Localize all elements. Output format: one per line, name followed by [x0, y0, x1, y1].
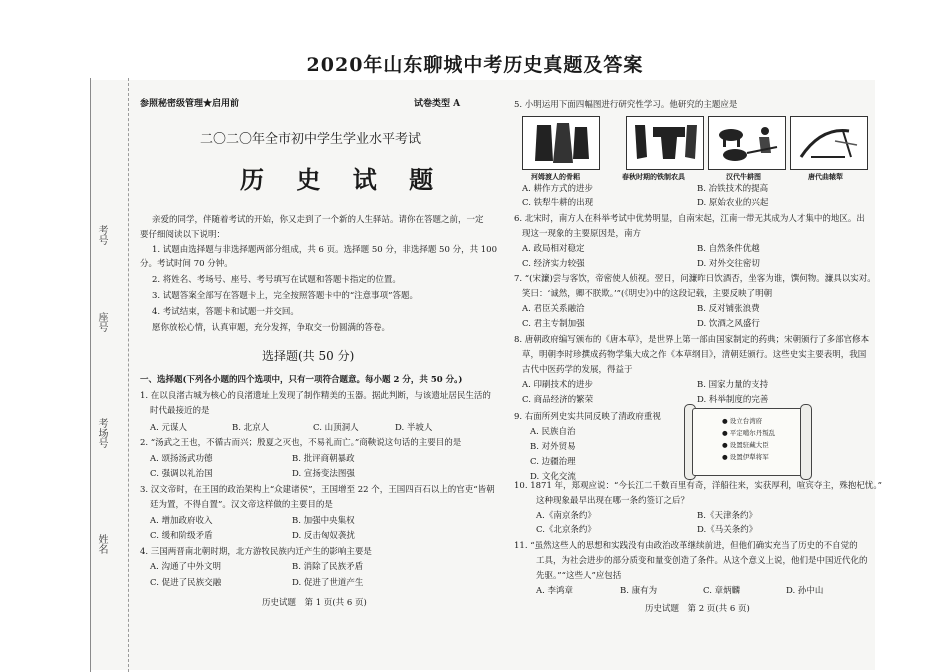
question-text: 时代最接近的是 — [150, 406, 210, 416]
option: D. 孙中山 — [786, 586, 824, 596]
scroll-item-text: 设立台湾府 — [729, 417, 763, 425]
ox-ploughing-image — [708, 116, 786, 170]
question-text: 5. 小明运用下面四幅图进行研究性学习。他研究的主题应是 — [514, 100, 738, 110]
rule-line: 1. 试题由选择题与非选择题两部分组成，共 6 页。选择题 50 分，非选择题 50 分，共 100 — [152, 245, 497, 255]
option: A. 增加政府收入 — [150, 516, 213, 526]
question-text: 1. 在以良渚古城为核心的良渚遗址上发现了制作精美的玉器。据此判断，与该遗址居民生活的 — [140, 391, 491, 401]
question-text: 笑曰：‘诚然，卿不朕欺。’”(《明史》)中的这段记载，主要反映了明朝 — [522, 289, 773, 299]
option: C. 缓和阶级矛盾 — [150, 531, 213, 541]
image-caption: 唐代曲辕犁 — [808, 172, 843, 181]
scroll-item: ● 设立台湾府 — [722, 417, 763, 425]
section-title: 选择题(共 50 分) — [262, 349, 355, 363]
iron-tools-image — [626, 116, 704, 170]
subject-title: 历 史 试 题 — [240, 165, 446, 194]
question-text: 10. 1871 年，郑观应说：“今长江二千数百里有奇，洋船往来，实获厚利，喧宾夺主，殊抱杞忧。” — [514, 481, 882, 491]
option: B. 反对铺张浪费 — [697, 304, 760, 314]
option: A. 元谋人 — [150, 423, 188, 433]
side-label-room-number: 考场号 — [96, 418, 107, 448]
question-text: 11. “虽然这些人的思想和实践没有由政治改革继续前进，但他们确实充当了历史的不自觉的 — [514, 541, 858, 551]
option: D. 文化交流 — [530, 472, 576, 482]
side-label-seat-number: 座号 — [96, 312, 107, 332]
option: D. 对外交往密切 — [697, 259, 760, 269]
option: C. 强调以礼治国 — [150, 469, 213, 479]
rule-line: 3. 试题答案全部写在答题卡上，完全按照答题卡中的“注意事项”答题。 — [152, 291, 419, 301]
scroll-item-text: 设置驻藏大臣 — [729, 441, 769, 449]
question-text: 7. “(宋濂)尝与客饮，帝密使人侦视。翌日，问濂昨日饮酒否，坐客为谁，馔何物。濂具以实对。 — [514, 274, 876, 284]
option: D. 促进了世道产生 — [292, 578, 364, 588]
side-label-exam-number: 考号 — [96, 225, 107, 245]
option: A. 颂扬汤武功德 — [150, 454, 213, 464]
scroll-item: ● 设置伊犁将军 — [722, 453, 769, 461]
option: A.《南京条约》 — [536, 511, 596, 521]
document-title: 2020年山东聊城中考历史真题及答案 — [306, 54, 644, 76]
image-caption: 河姆渡人的骨耜 — [531, 172, 580, 181]
classification-label: 参照秘密级管理★启用前 — [140, 99, 240, 109]
scroll-roll-right — [800, 404, 812, 480]
rule-line: 分。考试时间 70 分钟。 — [140, 259, 233, 269]
curved-plough-image — [790, 116, 868, 170]
option: C. 商品经济的繁荣 — [522, 395, 594, 405]
option: C. 君主专制加强 — [522, 319, 585, 329]
option: B.《天津条约》 — [697, 511, 757, 521]
option: D. 饮酒之风盛行 — [697, 319, 760, 329]
scroll-item: ● 设置驻藏大臣 — [722, 441, 769, 449]
seal-line — [128, 78, 129, 672]
option: D. 宣扬变法图强 — [292, 469, 355, 479]
scroll-item-text: 设置伊犁将军 — [729, 453, 769, 461]
option: D. 半坡人 — [395, 423, 433, 433]
option: B. 冶铁技术的提高 — [697, 184, 769, 194]
intro-line: 要仔细阅读以下说明： — [140, 230, 226, 240]
option: C. 经济实力较强 — [522, 259, 585, 269]
question-text: 工具，为社会进步的部分质变和量变创造了条件。从这个意义上说，他们是中国近代化的 — [536, 556, 868, 566]
question-text: 6. 北宋时，南方人在科举考试中优势明显，自南宋起，江南一带无其成为人才集中的地区。出 — [514, 214, 865, 224]
option: C. 边疆治理 — [530, 457, 576, 467]
rule-line: 4. 考试结束，答题卡和试题一并交回。 — [152, 307, 299, 317]
option: B. 自然条件优越 — [697, 244, 760, 254]
exam-name: 二〇二〇年全市初中学生学业水平考试 — [200, 132, 422, 147]
option: B. 消除了民族矛盾 — [292, 562, 364, 572]
option: C. 铁犁牛耕的出现 — [522, 198, 594, 208]
question-text: 先驱。”“这些人”应包括 — [536, 571, 622, 581]
option: A. 政局相对稳定 — [522, 244, 585, 254]
option: A. 君臣关系融洽 — [522, 304, 585, 314]
question-text: 古代中医药学的发展，得益于 — [522, 365, 633, 375]
option: A. 印刷技术的进步 — [522, 380, 594, 390]
scroll-item: ● 平定噶尔丹叛乱 — [722, 429, 776, 437]
question-text: 草，明朝李时珍撰成药物学集大成之作《本草纲目》，清朝廷颁行。这些史实主要表明，我国 — [522, 350, 867, 360]
option: C.《北京条约》 — [536, 525, 596, 535]
option: C. 章炳麟 — [703, 586, 741, 596]
option: B. 对外贸易 — [530, 442, 576, 452]
scroll-item-text: 平定噶尔丹叛乱 — [729, 429, 776, 437]
question-text: 9. 右面所列史实共同反映了清政府重视 — [514, 412, 661, 422]
option: D. 原始农业的兴起 — [697, 198, 769, 208]
option: D.《马关条约》 — [697, 525, 758, 535]
question-text: 4. 三国两晋南北朝时期，北方游牧民族内迁产生的影响主要是 — [140, 547, 372, 557]
bone-spade-image — [522, 116, 600, 170]
part-header: 一、选择题(下列各小题的四个选项中，只有一项符合题意。每小题 2 分，共 50 分。) — [140, 375, 463, 385]
image-caption: 春秋时期的铁制农具 — [622, 172, 685, 181]
question-text: 这种现象最早出现在哪一条约签订之后？ — [536, 496, 690, 506]
option: B. 国家力量的支持 — [697, 380, 769, 390]
option: A. 沟通了中外文明 — [150, 562, 222, 572]
option: A. 耕作方式的进步 — [522, 184, 594, 194]
option: B. 批评商朝暴政 — [292, 454, 355, 464]
question-text: 2. “汤武之王也，不循古而兴；殷夏之灭也，不易礼而亡。”商鞅说这句话的主要目的是 — [140, 438, 462, 448]
option: D. 科举制度的完善 — [697, 395, 769, 405]
page-footer: 历史试题 第 1 页(共 6 页) — [262, 598, 367, 608]
option: D. 反击匈奴袭扰 — [292, 531, 355, 541]
option: A. 民族自治 — [530, 427, 576, 437]
option: C. 促进了民族交融 — [150, 578, 222, 588]
side-label-name: 姓名 — [96, 534, 107, 554]
rule-line: 愿你放松心情，认真审题，充分发挥，争取交一份圆满的答卷。 — [152, 323, 391, 333]
paper-type-label: 试卷类型 A — [414, 99, 461, 109]
option: B. 加强中央集权 — [292, 516, 355, 526]
binding-line — [90, 78, 91, 672]
option: B. 北京人 — [232, 423, 270, 433]
question-text: 廷为置，不得自置”。汉文帝这样做的主要目的是 — [150, 500, 333, 510]
page-footer: 历史试题 第 2 页(共 6 页) — [645, 604, 750, 614]
rule-line: 2. 将姓名、考场号、座号、考号填写在试题和答题卡指定的位置。 — [152, 275, 401, 285]
intro-line: 亲爱的同学，伴随着考试的开始，你又走到了一个新的人生驿站。请你在答题之前，一定 — [152, 215, 484, 225]
option: A. 李鸿章 — [536, 586, 574, 596]
question-text: 8. 唐朝政府编写颁布的《唐本草》，是世界上第一部由国家制定的药典；宋朝颁行了多部官修本 — [514, 335, 870, 345]
option: C. 山顶洞人 — [313, 423, 359, 433]
option: B. 康有为 — [620, 586, 658, 596]
question-text: 现这一现象的主要原因是，南方 — [522, 229, 642, 239]
image-caption: 汉代牛耕图 — [726, 172, 761, 181]
question-text: 3. 汉文帝时，在王国的政治架构上“众建诸侯”，王国增至 22 个，王国四百石以上的官吏“皆朝 — [140, 485, 495, 495]
